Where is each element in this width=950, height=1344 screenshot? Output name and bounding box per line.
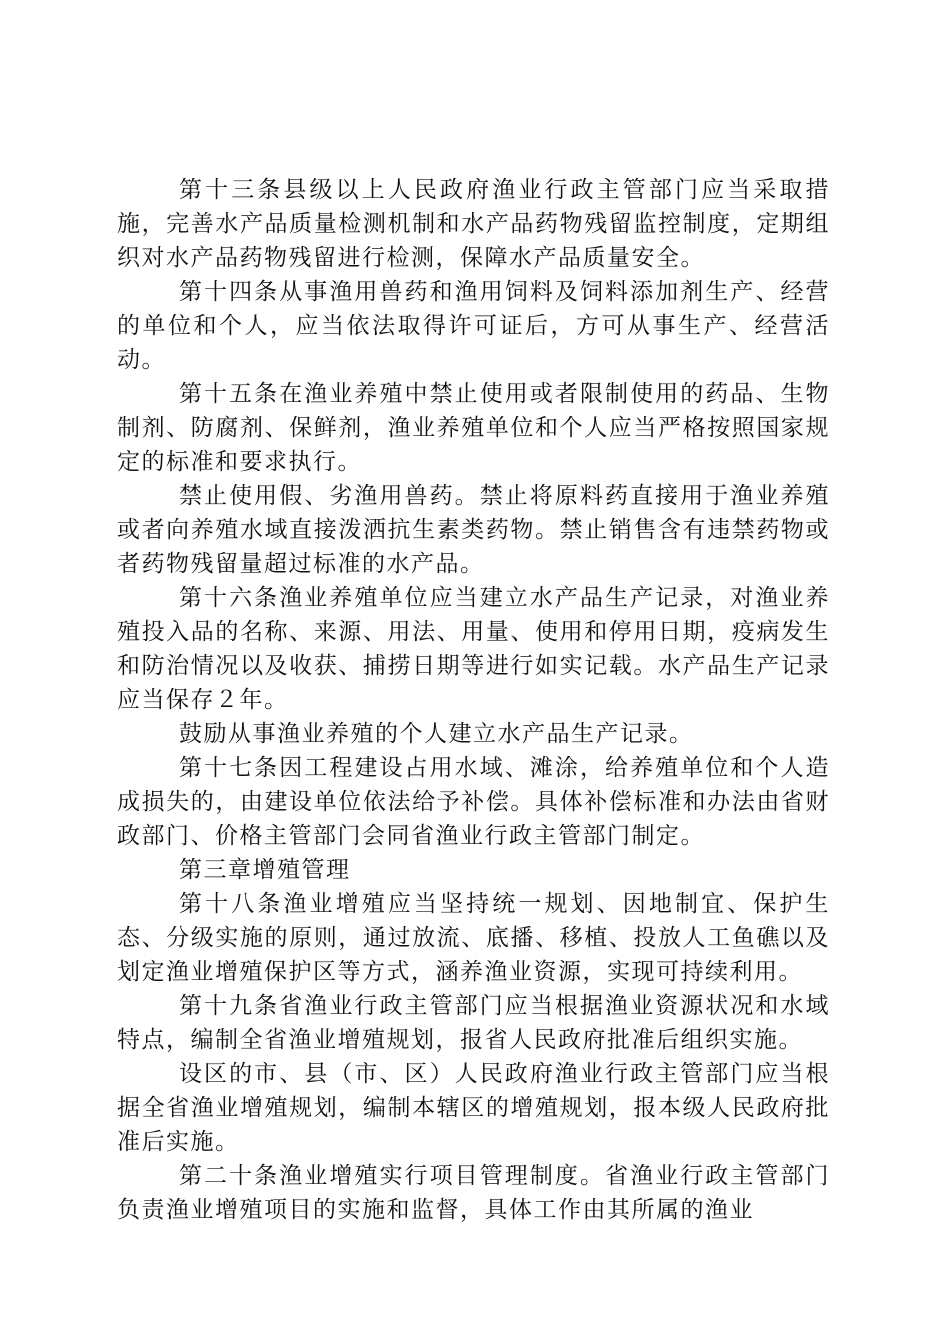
prohibition-paragraph: 禁止使用假、劣渔用兽药。禁止将原料药直接用于渔业养殖或者向养殖水域直接泼洒抗生素类药物。禁止销售含有违禁药物或者药物残留量超过标准的水产品。 xyxy=(117,483,830,577)
article-13-paragraph: 第十三条县级以上人民政府渔业行政主管部门应当采取措施，完善水产品质量检测机制和水产品药物残留监控制度，定期组织对水产品药物残留进行检测，保障水产品质量安全。 xyxy=(117,177,830,271)
local-planning-paragraph: 设区的市、县（市、区）人民政府渔业行政主管部门应当根据全省渔业增殖规划，编制本辖区的增殖规划，报本级人民政府批准后实施。 xyxy=(117,1061,830,1155)
article-18-paragraph: 第十八条渔业增殖应当坚持统一规划、因地制宜、保护生态、分级实施的原则，通过放流、底播、移植、投放人工鱼礁以及划定渔业增殖保护区等方式，涵养渔业资源，实现可持续利用。 xyxy=(117,891,830,985)
article-15-paragraph: 第十五条在渔业养殖中禁止使用或者限制使用的药品、生物制剂、防腐剂、保鲜剂，渔业养殖单位和个人应当严格按照国家规定的标准和要求执行。 xyxy=(117,381,830,475)
chapter-3-heading: 第三章增殖管理 xyxy=(179,857,351,883)
encouragement-paragraph: 鼓励从事渔业养殖的个人建立水产品生产记录。 xyxy=(179,721,694,747)
article-19-paragraph: 第十九条省渔业行政主管部门应当根据渔业资源状况和水域特点，编制全省渔业增殖规划，报省人民政府批准后组织实施。 xyxy=(117,993,830,1053)
article-20-paragraph: 第二十条渔业增殖实行项目管理制度。省渔业行政主管部门负责渔业增殖项目的实施和监督，具体工作由其所属的渔业 xyxy=(117,1163,830,1223)
document-body xyxy=(117,173,830,1227)
article-16-paragraph: 第十六条渔业养殖单位应当建立水产品生产记录，对渔业养殖投入品的名称、来源、用法、用量、使用和停用日期，疫病发生和防治情况以及收获、捕捞日期等进行如实记载。水产品生产记录应当保存２年。 xyxy=(117,585,830,713)
article-17-paragraph: 第十七条因工程建设占用水域、滩涂，给养殖单位和个人造成损失的，由建设单位依法给予补偿。具体补偿标准和办法由省财政部门、价格主管部门会同省渔业行政主管部门制定。 xyxy=(117,755,830,849)
article-14-paragraph: 第十四条从事渔用兽药和渔用饲料及饲料添加剂生产、经营的单位和个人，应当依法取得许可证后，方可从事生产、经营活动。 xyxy=(117,279,830,373)
